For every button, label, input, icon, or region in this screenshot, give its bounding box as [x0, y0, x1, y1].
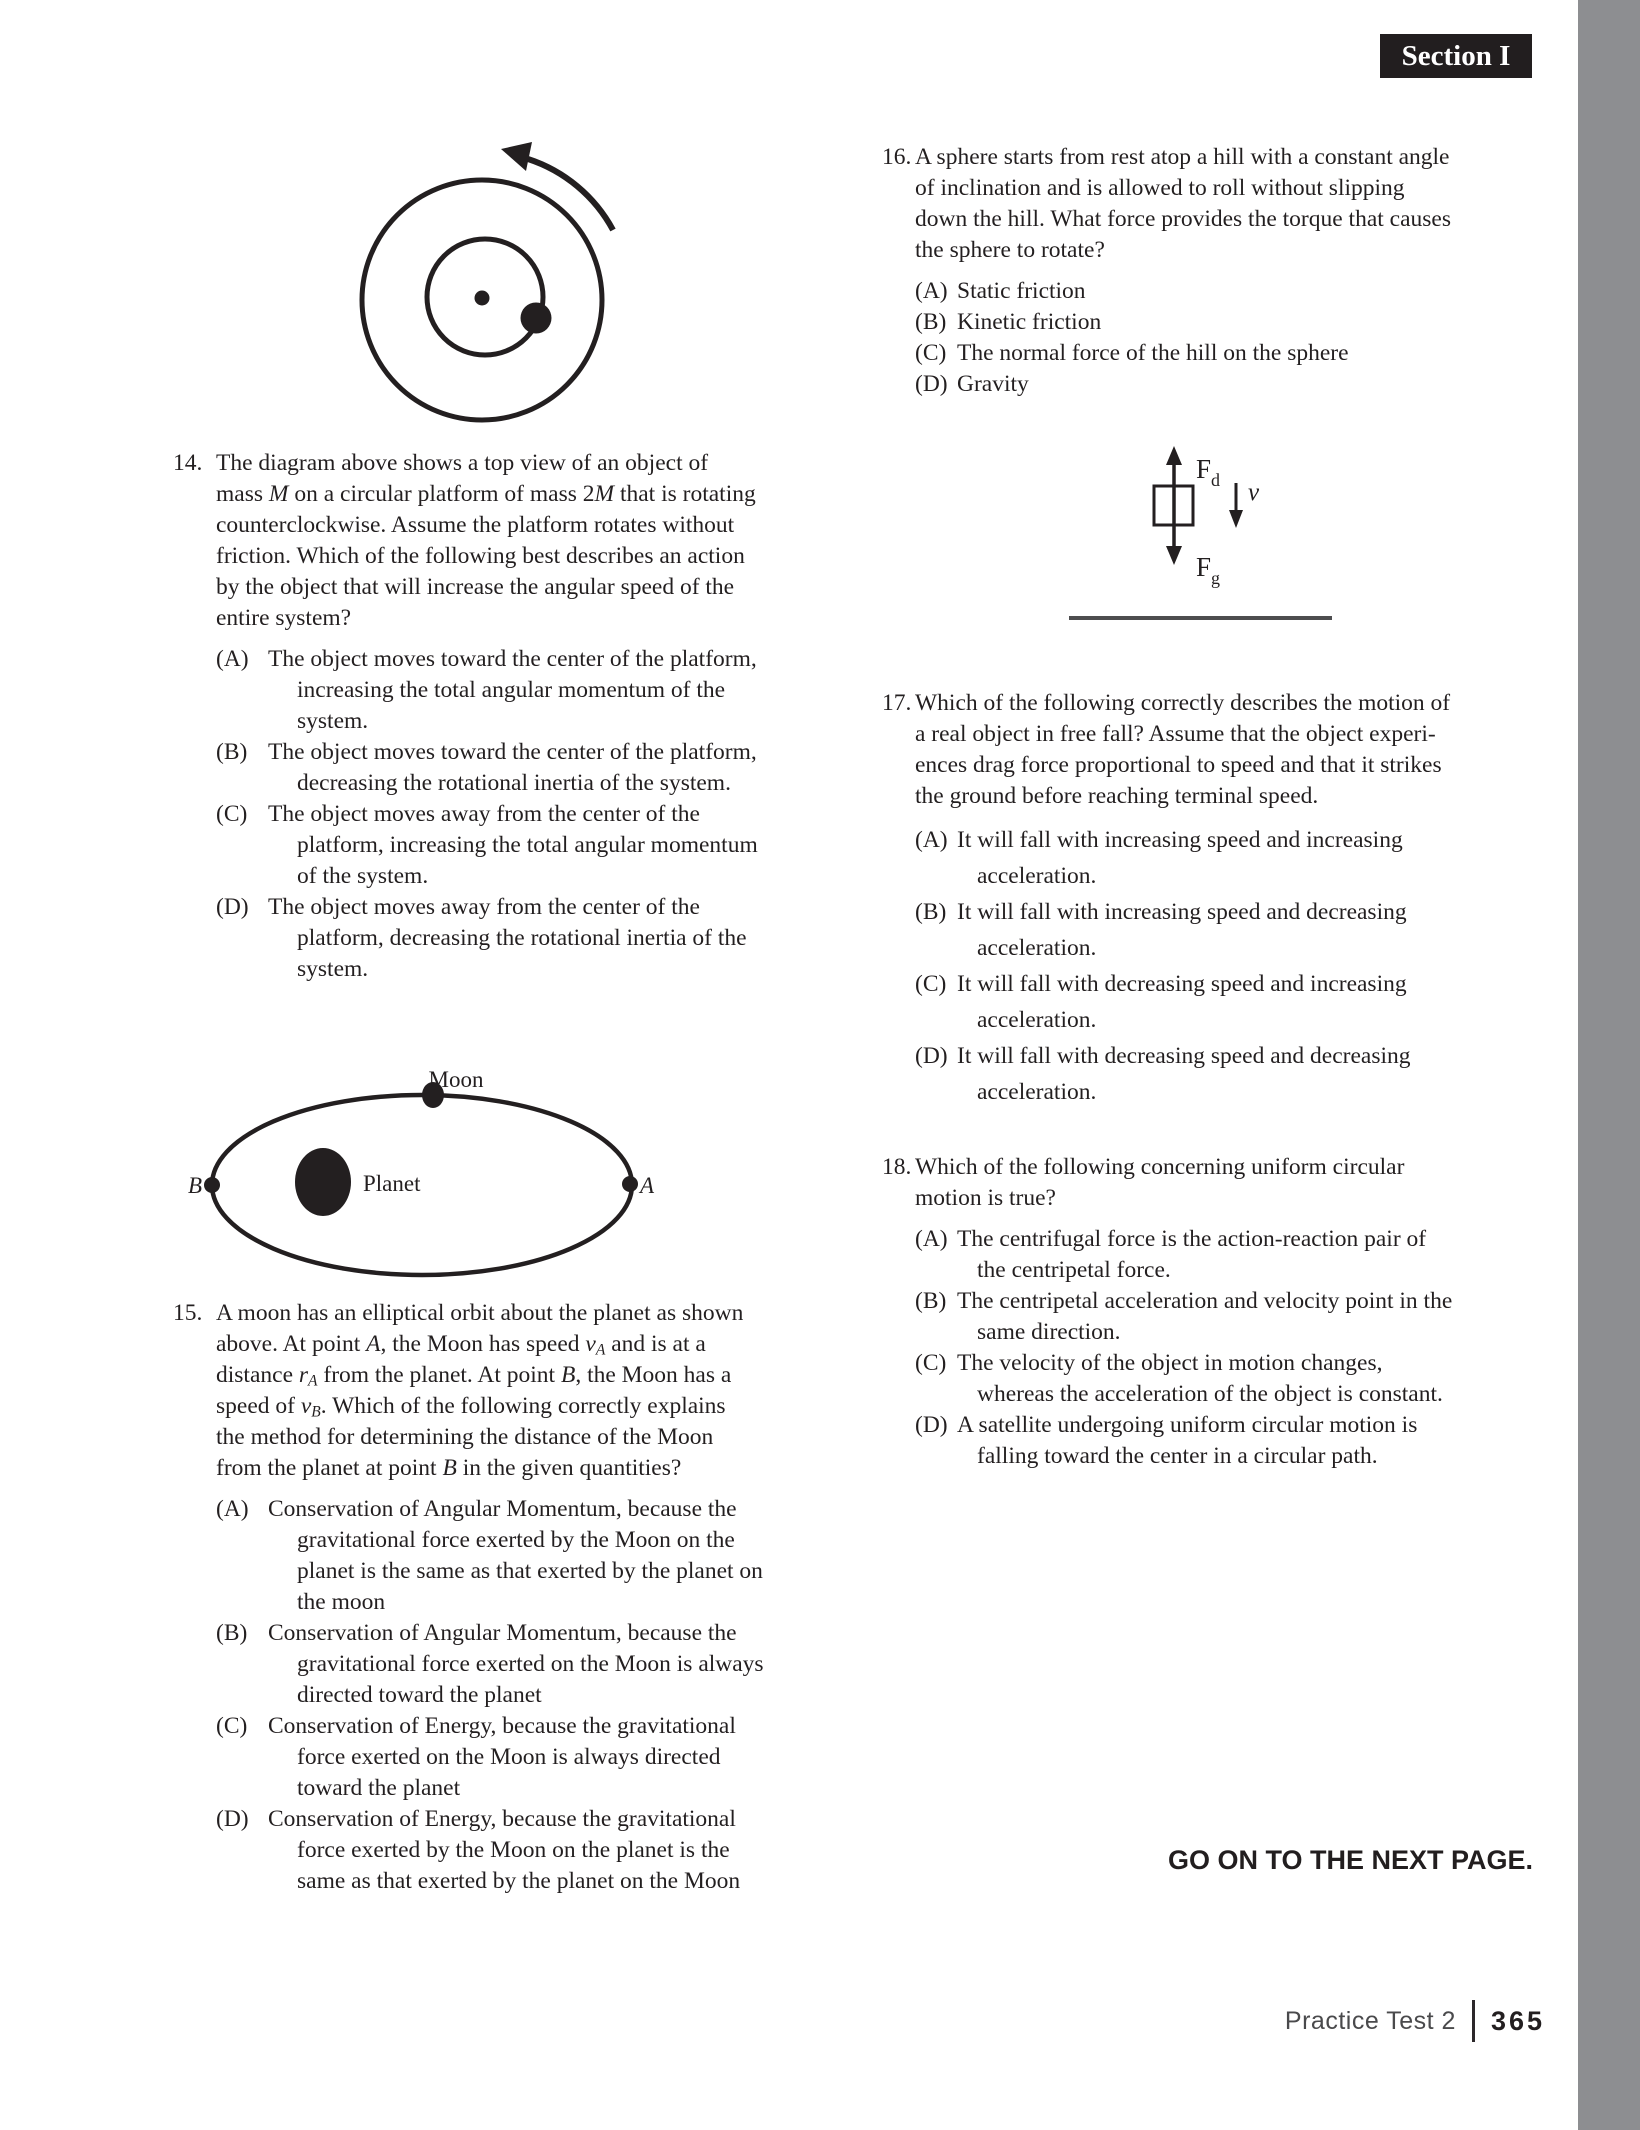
option-d — [882, 369, 1542, 400]
section-badge-label: Section I — [1401, 39, 1511, 72]
option-label: (D) — [915, 1412, 948, 1438]
page-footer — [1285, 1999, 1545, 2043]
option-label: (C) — [915, 340, 947, 366]
option-line: gravitational force exerted by the Moon on the — [297, 1527, 735, 1553]
option-c — [882, 966, 1542, 1038]
option-a — [173, 1494, 763, 1618]
stem-line: the method for determining the distance of the Moon — [216, 1424, 714, 1450]
math-var: v — [300, 1393, 312, 1419]
gravity-force-label — [1196, 552, 1220, 588]
stem-line: ences drag force proportional to speed and that it strikes — [915, 752, 1442, 778]
stem-line: A sphere starts from rest atop a hill with a constant angle — [915, 144, 1450, 170]
option-line: It will fall with decreasing speed and decreasing — [957, 1043, 1411, 1069]
question-14 — [173, 448, 758, 985]
option-line: falling toward the center in a circular path. — [977, 1443, 1378, 1469]
stem-segment: from the planet. At point — [317, 1362, 561, 1388]
option-c — [173, 1711, 758, 1804]
stem-segment: from the planet at point — [216, 1455, 443, 1481]
stem-line — [216, 1360, 758, 1391]
options-list — [882, 822, 1542, 1110]
option-c — [882, 338, 1542, 369]
question-18 — [882, 1152, 1542, 1472]
option-label: (A) — [915, 278, 948, 304]
option-line: The object moves toward the center of the platform, — [268, 739, 757, 765]
question-16 — [882, 142, 1542, 400]
point-a-label: A — [640, 1173, 655, 1198]
option-c — [173, 799, 758, 892]
option-line: acceleration. — [977, 935, 1097, 961]
option-line: same as that exerted by the planet on the Moon — [297, 1868, 741, 1894]
stem-line: Which of the following correctly describes the motion of — [915, 690, 1451, 716]
stem-line: the sphere to rotate? — [915, 237, 1105, 263]
question-number: 17. — [882, 690, 912, 716]
section-badge — [1380, 34, 1532, 78]
stem-line: down the hill. What force provides the torque that causes — [915, 206, 1451, 232]
option-d — [173, 892, 758, 985]
object-mass-dot — [521, 303, 552, 334]
option-line: platform, decreasing the rotational inertia of the — [297, 925, 747, 951]
option-line: The velocity of the object in motion changes, — [957, 1350, 1383, 1376]
gravity-force-subscript: g — [1211, 568, 1221, 588]
stem-segment: speed of — [216, 1393, 301, 1419]
gravity-force-symbol: F — [1196, 552, 1212, 582]
option-line: increasing the total angular momentum of the — [297, 677, 726, 703]
option-line: toward the planet — [297, 1775, 461, 1801]
question-stem — [882, 1152, 1542, 1214]
option-line: Conservation of Angular Momentum, because the — [268, 1620, 737, 1646]
option-b — [882, 1286, 1542, 1348]
point-a-dot — [622, 1176, 638, 1192]
stem-segment: and is at a — [605, 1331, 706, 1357]
math-subscript: B — [311, 1403, 321, 1421]
orbit-diagram — [178, 1056, 678, 1291]
option-b — [882, 307, 1542, 338]
option-line: Kinetic friction — [957, 309, 1102, 335]
option-d — [882, 1410, 1542, 1472]
option-label: (A) — [915, 827, 948, 853]
question-17 — [882, 688, 1542, 1110]
right-edge-gray-bar — [1578, 0, 1640, 2130]
option-label: (D) — [216, 894, 249, 920]
option-line: decreasing the rotational inertia of the system. — [297, 770, 731, 796]
option-label: (A) — [216, 1496, 249, 1522]
page-number: 365 — [1490, 2005, 1545, 2036]
option-line: It will fall with increasing speed and decreasing — [957, 899, 1407, 925]
option-line: acceleration. — [977, 1007, 1097, 1033]
option-line: gravitational force exerted on the Moon is always — [297, 1651, 764, 1677]
planet-dot — [295, 1148, 351, 1216]
velocity-arrowhead-icon — [1229, 510, 1243, 528]
option-line: Static friction — [957, 278, 1086, 304]
option-line: It will fall with decreasing speed and increasing — [957, 971, 1407, 997]
stem-line: motion is true? — [915, 1185, 1056, 1211]
up-arrowhead-icon — [1166, 446, 1182, 465]
option-line: same direction. — [977, 1319, 1121, 1345]
option-a — [882, 1224, 1542, 1286]
option-d — [882, 1038, 1542, 1110]
stem-segment: , the Moon has speed — [380, 1331, 586, 1357]
option-line: planet is the same as that exerted by the planet on — [297, 1558, 763, 1584]
footer-test-label: Practice Test 2 — [1284, 2006, 1456, 2035]
math-var: r — [298, 1362, 309, 1388]
math-var: A — [366, 1331, 381, 1357]
option-label: (B) — [216, 1620, 248, 1646]
stem-segment: distance — [216, 1362, 299, 1388]
drag-force-symbol: F — [1196, 454, 1212, 484]
option-a — [173, 644, 758, 737]
option-label: (A) — [216, 646, 249, 672]
stem-line: of inclination and is allowed to roll without slipping — [915, 175, 1405, 201]
option-line: Conservation of Energy, because the gravitational — [268, 1713, 736, 1739]
question-number: 16. — [882, 144, 912, 170]
stem-segment: , the Moon has a — [575, 1362, 732, 1388]
go-on-notice: GO ON TO THE NEXT PAGE. — [1167, 1845, 1533, 1875]
stem-line: a real object in free fall? Assume that the object experi- — [915, 721, 1436, 747]
stem-line: counterclockwise. Assume the platform rotates without — [216, 512, 735, 538]
question-15 — [173, 1298, 764, 1897]
option-label: (B) — [915, 309, 947, 335]
option-a — [882, 822, 1542, 894]
option-label: (B) — [915, 1288, 947, 1314]
drag-force-label — [1196, 454, 1220, 490]
freefall-force-diagram — [1058, 438, 1343, 628]
stem-line — [216, 1329, 758, 1360]
option-line: Conservation of Energy, because the gravitational — [268, 1806, 736, 1832]
down-arrowhead-icon — [1166, 546, 1182, 565]
option-d — [173, 1804, 758, 1897]
option-line: system. — [297, 956, 369, 982]
stem-segment: in the given quantities? — [456, 1455, 682, 1481]
point-b-label: B — [187, 1173, 202, 1198]
option-label: (C) — [915, 971, 947, 997]
rotation-arrowhead-icon — [501, 142, 532, 171]
question-stem — [173, 1298, 758, 1484]
option-label: (D) — [915, 1043, 948, 1069]
question-number: 14. — [173, 450, 203, 476]
option-line: force exerted by the Moon on the planet is the — [297, 1837, 730, 1863]
option-line: the centripetal force. — [977, 1257, 1171, 1283]
stem-segment: mass — [216, 481, 269, 507]
option-line: platform, increasing the total angular momentum — [297, 832, 758, 858]
math-var: M — [268, 481, 289, 507]
drag-force-subscript: d — [1211, 470, 1221, 490]
option-line: of the system. — [297, 863, 429, 889]
option-line: the moon — [297, 1589, 386, 1615]
stem-line — [216, 1391, 758, 1422]
option-label: (A) — [915, 1226, 948, 1252]
option-line: system. — [297, 708, 369, 734]
stem-segment: above. At point — [216, 1331, 367, 1357]
option-label: (D) — [915, 371, 948, 397]
stem-segment: that is rotating — [614, 481, 756, 507]
options-list — [882, 276, 1542, 400]
question-number: 18. — [882, 1154, 912, 1180]
option-line: Gravity — [957, 371, 1029, 397]
option-line: Conservation of Angular Momentum, because the — [268, 1496, 737, 1522]
stem-segment: on a circular platform of mass 2 — [288, 481, 595, 507]
option-line: force exerted on the Moon is always directed — [297, 1744, 721, 1770]
option-b — [882, 894, 1542, 966]
option-label: (C) — [216, 801, 248, 827]
stem-line: the ground before reaching terminal speed. — [915, 783, 1319, 809]
math-var: B — [442, 1455, 457, 1481]
option-line: The object moves toward the center of the platform, — [268, 646, 757, 672]
option-a — [882, 276, 1542, 307]
stem-line: The diagram above shows a top view of an object of — [216, 450, 709, 476]
stem-line: Which of the following concerning uniform circular — [915, 1154, 1405, 1180]
question-number: 15. — [173, 1300, 203, 1326]
stem-line: friction. Which of the following best describes an action — [216, 543, 745, 569]
option-line: The centripetal acceleration and velocity point in the — [957, 1288, 1453, 1314]
velocity-label: v — [1248, 479, 1260, 506]
math-subscript: A — [308, 1372, 318, 1390]
math-var: v — [585, 1331, 596, 1357]
option-label: (B) — [216, 739, 248, 765]
stem-segment: . Which of the following correctly explains — [320, 1393, 726, 1419]
question-stem — [882, 688, 1542, 812]
moon-label: Moon — [428, 1067, 484, 1092]
option-label: (C) — [915, 1350, 947, 1376]
option-b — [173, 1618, 764, 1711]
math-subscript: A — [595, 1341, 606, 1359]
stem-line: entire system? — [216, 605, 352, 631]
option-b — [173, 737, 758, 799]
option-label: (B) — [915, 899, 947, 925]
option-line: The object moves away from the center of the — [268, 894, 700, 920]
planet-label: Planet — [363, 1171, 421, 1196]
footer-divider — [1472, 2000, 1475, 2042]
math-var: B — [560, 1362, 576, 1388]
option-line: directed toward the planet — [297, 1682, 542, 1708]
option-line: The centrifugal force is the action-reaction pair of — [957, 1226, 1427, 1252]
options-list — [173, 1494, 764, 1897]
option-line: acceleration. — [977, 1079, 1097, 1105]
stem-line: A moon has an elliptical orbit about the planet as shown — [216, 1300, 744, 1326]
option-label: (C) — [216, 1713, 248, 1739]
math-var: M — [594, 481, 615, 507]
option-line: The object moves away from the center of the — [268, 801, 700, 827]
option-line: A satellite undergoing uniform circular motion is — [957, 1412, 1418, 1438]
platform-diagram — [345, 118, 645, 433]
options-list — [173, 644, 758, 985]
option-line: The normal force of the hill on the sphere — [957, 340, 1349, 366]
stem-line — [216, 1453, 758, 1484]
option-line: acceleration. — [977, 863, 1097, 889]
point-b-dot — [204, 1177, 220, 1193]
option-line: It will fall with increasing speed and increasing — [957, 827, 1403, 853]
stem-line: by the object that will increase the angular speed of the — [216, 574, 735, 600]
option-c — [882, 1348, 1542, 1410]
question-stem — [173, 448, 758, 634]
orbit-ellipse — [212, 1095, 632, 1275]
platform-center-dot — [475, 291, 490, 306]
option-line: whereas the acceleration of the object is constant. — [977, 1381, 1443, 1407]
stem-line — [216, 479, 758, 510]
option-label: (D) — [216, 1806, 249, 1832]
options-list — [882, 1224, 1542, 1472]
question-stem — [882, 142, 1542, 266]
